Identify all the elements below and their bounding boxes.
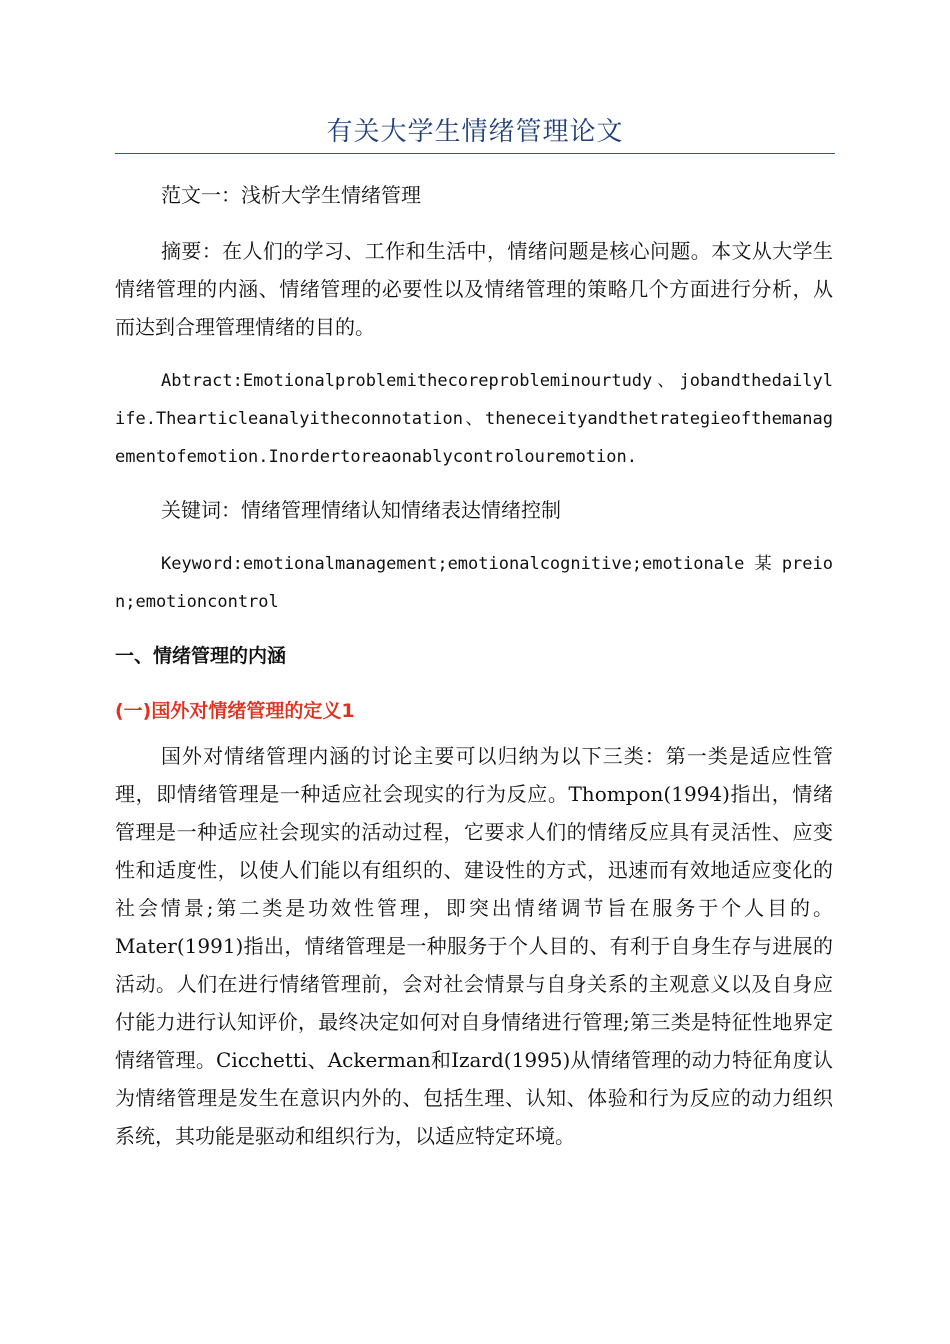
section-heading-1-1: (一)国外对情绪管理的定义1 (115, 700, 355, 722)
keywords-cn: 关键词：情绪管理情绪认知情绪表达情绪控制 (161, 498, 561, 522)
subtitle: 范文一：浅析大学生情绪管理 (161, 183, 421, 207)
section-heading-1: 一、情绪管理的内涵 (115, 645, 287, 667)
body-paragraph: 国外对情绪管理内涵的讨论主要可以归纳为以下三类：第一类是适应性管理，即情绪管理是一种适应社会现实的行为反应。Thompon(1994)指出，情绪管理是一种适应社会现实的活动过程，它要求人们的情绪反应具有灵活性、应变性和适度性，以使人们能以有组织的、建设性的方式，迅速而有效地适应变化的社会情景;第二类是功效性管理，即突出情绪调节旨在服务于个人目的。Mater(1991)指出，情绪管理是一种服务于个人目的、有利于自身生存与进展的活动。人们在进行情绪管理前，会对社会情景与自身关系的主观意义以及自身应付能力进行认知评价，最终决定如何对自身情绪进行管理;第三类是特征性地界定情绪管理。Cicchetti、Ackerman和Izard(1995)从情绪管理的动力特征角度认为情绪管理是发生在意识内外的、包括生理、认知、体验和行为反应的动力组织系统，其功能是驱动和组织行为，以适应特定环境。 (115, 744, 833, 1148)
title-underline (115, 153, 835, 154)
abstract-cn: 摘要：在人们的学习、工作和生活中，情绪问题是核心问题。本文从大学生情绪管理的内涵、情绪管理的必要性以及情绪管理的策略几个方面进行分析，从而达到合理管理情绪的目的。 (115, 239, 833, 339)
keywords-en: Keyword:emotionalmanagement;emotionalcognitive;emotionale某preion;emotioncontrol (115, 554, 833, 612)
abstract-en: Abtract:Emotionalproblemithecoreprobleminourtudy、jobandthedailylife.Thearticleanalyitheconnotation、theneceityandthetrategieofthemanagementofemotion.Inordertoreaonablycontrolouremotion. (115, 371, 833, 467)
document-title: 有关大学生情绪管理论文 (326, 117, 624, 147)
